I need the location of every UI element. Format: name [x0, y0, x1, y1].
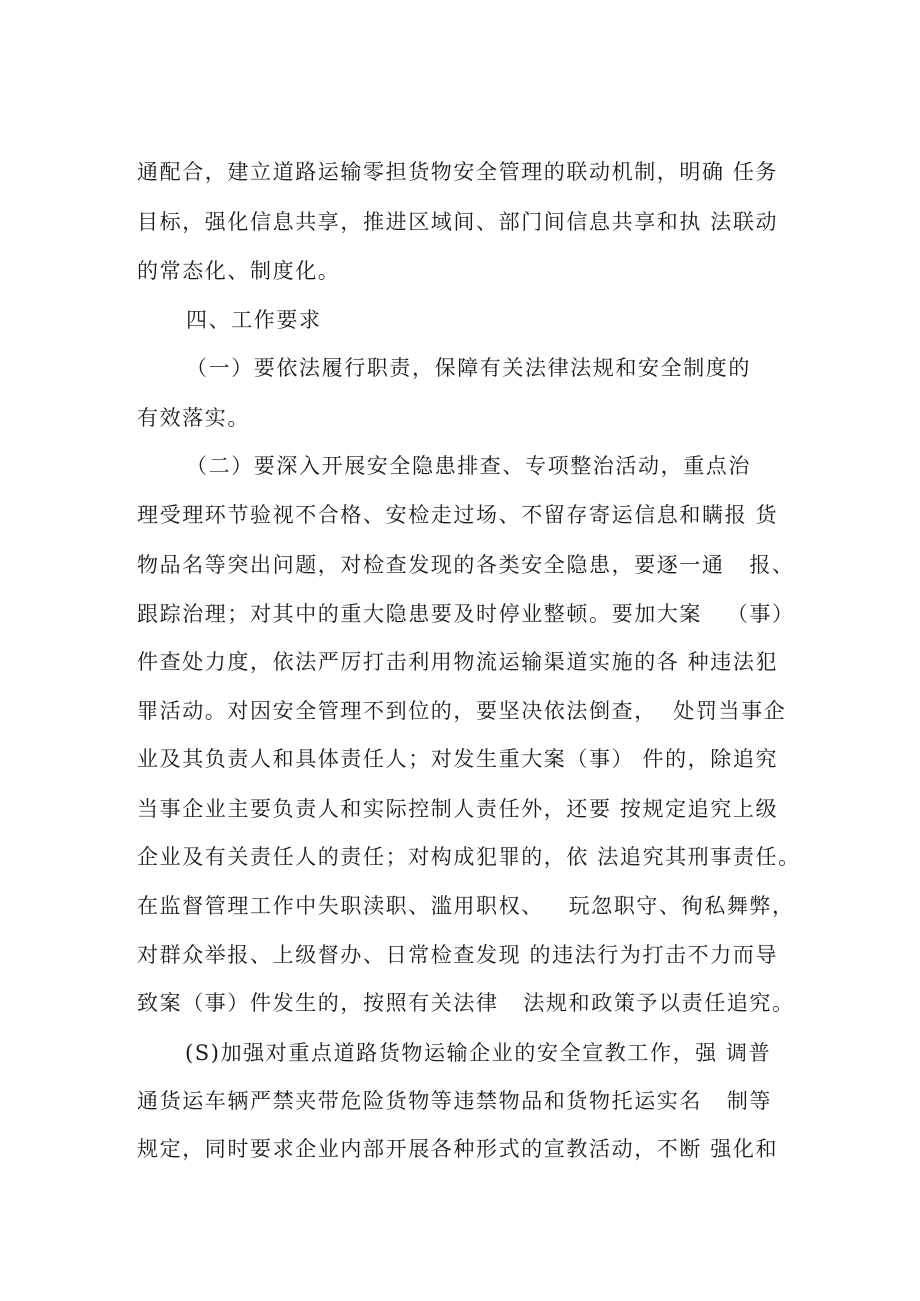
text-line: 罪活动。对因安全管理不到位的，要坚决依法倒查， 处罚当事企: [137, 699, 787, 723]
text-line: 的常态化、制度化。: [137, 259, 341, 283]
text-line: (S)加强对重点道路货物运输企业的安全宣教工作，强 调普: [185, 1041, 772, 1065]
text-line: 致案（事）件发生的，按照有关法律 法规和政策予以责任追究。: [137, 991, 795, 1015]
text-line: 目标，强化信息共享，推进区域间、部门间信息共享和执 法联动: [137, 210, 779, 234]
text-line: 通配合，建立道路运输零担货物安全管理的联动机制，明确 任务: [137, 160, 779, 184]
text-line: （一）要依法履行职责，保障有关法律法规和安全制度的: [186, 356, 751, 380]
text-line: 当事企业主要负责人和实际控制人责任外，还要 按规定追究上级: [137, 797, 779, 821]
text-line: 在监督管理工作中失职渎职、滥用职权、 玩忽职守、徇私舞弊，: [137, 894, 795, 918]
text-line: 通货运车辆严禁夹带危险货物等违禁物品和货物托运实名 制等: [137, 1089, 773, 1113]
text-line: 规定，同时要求企业内部开展各种形式的宣教活动，不断 强化和: [137, 1137, 779, 1161]
text-line: 件查处力度，依法严厉打击利用物流运输渠道实施的各 种违法犯: [137, 650, 779, 674]
text-line: 业及其负责人和具体责任人；对发生重大案（事） 件的，除追究: [137, 747, 779, 771]
text-line: 企业及有关责任人的责任；对构成犯罪的，依 法追究其刑事责任。: [137, 845, 801, 869]
text-line: 理受理环节验视不合格、安检走过场、不留存寄运信息和瞒报 货: [137, 503, 779, 527]
text-line: 物品名等突出问题，对检查发现的各类安全隐患，要逐一通 报、: [137, 553, 795, 577]
section-heading: 四、工作要求: [186, 308, 322, 332]
text-line: 跟踪治理；对其中的重大隐患要及时停业整顿。要加大案 （事）: [137, 602, 795, 626]
text-line: 对群众举报、上级督办、日常检查发现 的违法行为打击不力而导: [137, 943, 779, 967]
text-line: 有效落实。: [137, 406, 250, 430]
text-line: （二）要深入开展安全隐患排查、专项整治活动，重点治: [186, 454, 751, 478]
